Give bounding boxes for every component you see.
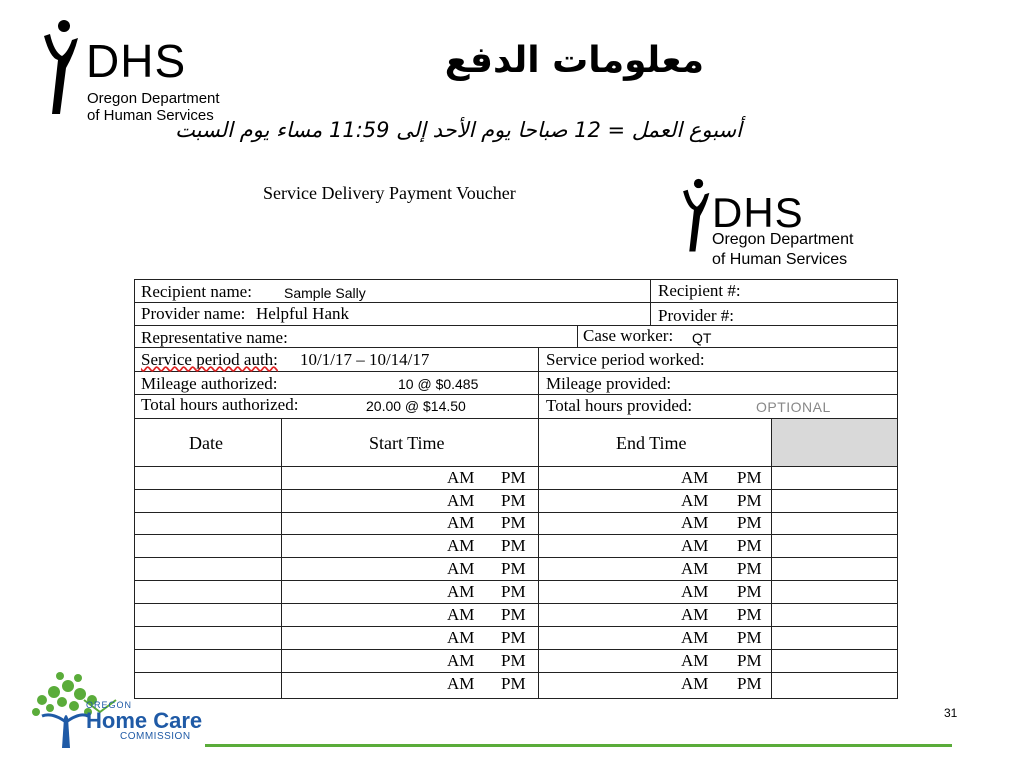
start-pm: PM [501,582,526,601]
start-am: AM [447,491,475,510]
home-care-commission: COMMISSION [120,731,191,742]
total-hours-provided-label: Total hours provided: [546,396,693,415]
total-hours-provided-value: OPTIONAL [756,399,831,415]
start-am: AM [447,513,475,532]
service-period-auth-value: 10/1/17 – 10/14/17 [300,350,430,369]
form-dhs-logo-line1: Oregon Department [712,231,854,248]
service-period-worked-label: Service period worked: [546,350,705,369]
table-col-divider [771,418,772,699]
dhs-logo [40,18,240,128]
table-row-rule [134,603,898,604]
end-am: AM [681,651,709,670]
end-am: AM [681,536,709,555]
end-pm: PM [737,513,762,532]
start-pm: PM [501,674,526,693]
representative-label: Representative name: [141,328,288,347]
start-am: AM [447,674,475,693]
start-pm: PM [501,468,526,487]
start-pm: PM [501,651,526,670]
start-pm: PM [501,536,526,555]
end-am: AM [681,513,709,532]
case-worker-label: Case worker: [583,326,674,345]
form-rule [577,325,578,348]
recipient-number-label: Recipient #: [658,281,741,300]
col-start-time: Start Time [369,433,445,453]
form-dhs-figure-icon [680,176,714,256]
end-pm: PM [737,559,762,578]
table-row-rule [134,489,898,490]
end-am: AM [681,468,709,487]
table-row-rule [134,580,898,581]
table-row-rule [134,649,898,650]
end-am: AM [681,491,709,510]
voucher-title: Service Delivery Payment Voucher [263,183,516,203]
total-hours-authorized-value: 20.00 @ $14.50 [366,398,466,414]
start-pm: PM [501,513,526,532]
end-pm: PM [737,651,762,670]
table-header-rule [134,466,898,467]
dhs-logo-line1: Oregon Department [87,90,220,107]
end-pm: PM [737,582,762,601]
home-care-oregon: OREGON [86,700,133,710]
table-row-rule [134,672,898,673]
start-pm: PM [501,628,526,647]
table-col-divider [281,418,282,699]
dhs-logo-abbr: DHS [86,35,187,87]
end-pm: PM [737,674,762,693]
recipient-name-label: Recipient name: [141,282,252,301]
page-subtitle: أسبوع العمل = 12 صباحا يوم الأحد إلى 11:59 مساء يوم السبت [175,118,742,142]
form-rule [134,302,898,303]
end-am: AM [681,605,709,624]
footer-rule [205,744,952,747]
end-pm: PM [737,628,762,647]
col-date: Date [189,433,223,453]
end-pm: PM [737,536,762,555]
mileage-authorized-label: Mileage authorized: [141,374,278,393]
start-am: AM [447,628,475,647]
recipient-name-value: Sample Sally [284,285,366,301]
form-dhs-logo-line2: of Human Services [712,251,848,268]
service-period-auth-label: Service period auth: [141,350,278,369]
start-am: AM [447,651,475,670]
page-number: 31 [944,706,958,720]
gray-header-cell [772,419,897,466]
table-row-rule [134,626,898,627]
mileage-authorized-value: 10 @ $0.485 [398,376,479,392]
table-col-divider [538,418,539,699]
dhs-logo-line2: of Human Services [87,107,214,124]
dhs-figure-icon [40,18,84,118]
end-pm: PM [737,491,762,510]
end-pm: PM [737,605,762,624]
provider-name-value: Helpful Hank [256,304,350,323]
table-row-rule [134,534,898,535]
end-am: AM [681,628,709,647]
form-rule [134,371,898,372]
page-title: معلومات الدفع [444,40,704,81]
start-pm: PM [501,605,526,624]
start-am: AM [447,605,475,624]
total-hours-authorized-label: Total hours authorized: [141,395,299,414]
form-rule [538,347,539,419]
end-am: AM [681,582,709,601]
start-am: AM [447,536,475,555]
provider-name-label: Provider name: [141,304,246,323]
end-am: AM [681,559,709,578]
case-worker-value: QT [692,330,712,346]
form-dhs-logo-abbr: DHS [712,189,804,236]
start-am: AM [447,468,475,487]
end-am: AM [681,674,709,693]
provider-number-label: Provider #: [658,306,735,325]
end-pm: PM [737,468,762,487]
table-row-rule [134,557,898,558]
col-end-time: End Time [616,433,687,453]
start-am: AM [447,582,475,601]
start-pm: PM [501,559,526,578]
mileage-provided-label: Mileage provided: [546,374,672,393]
form-rule [134,325,898,326]
home-care-title: Home Care [86,708,203,733]
form-dhs-logo [680,176,890,276]
start-pm: PM [501,491,526,510]
start-am: AM [447,559,475,578]
form-rule [650,279,651,326]
